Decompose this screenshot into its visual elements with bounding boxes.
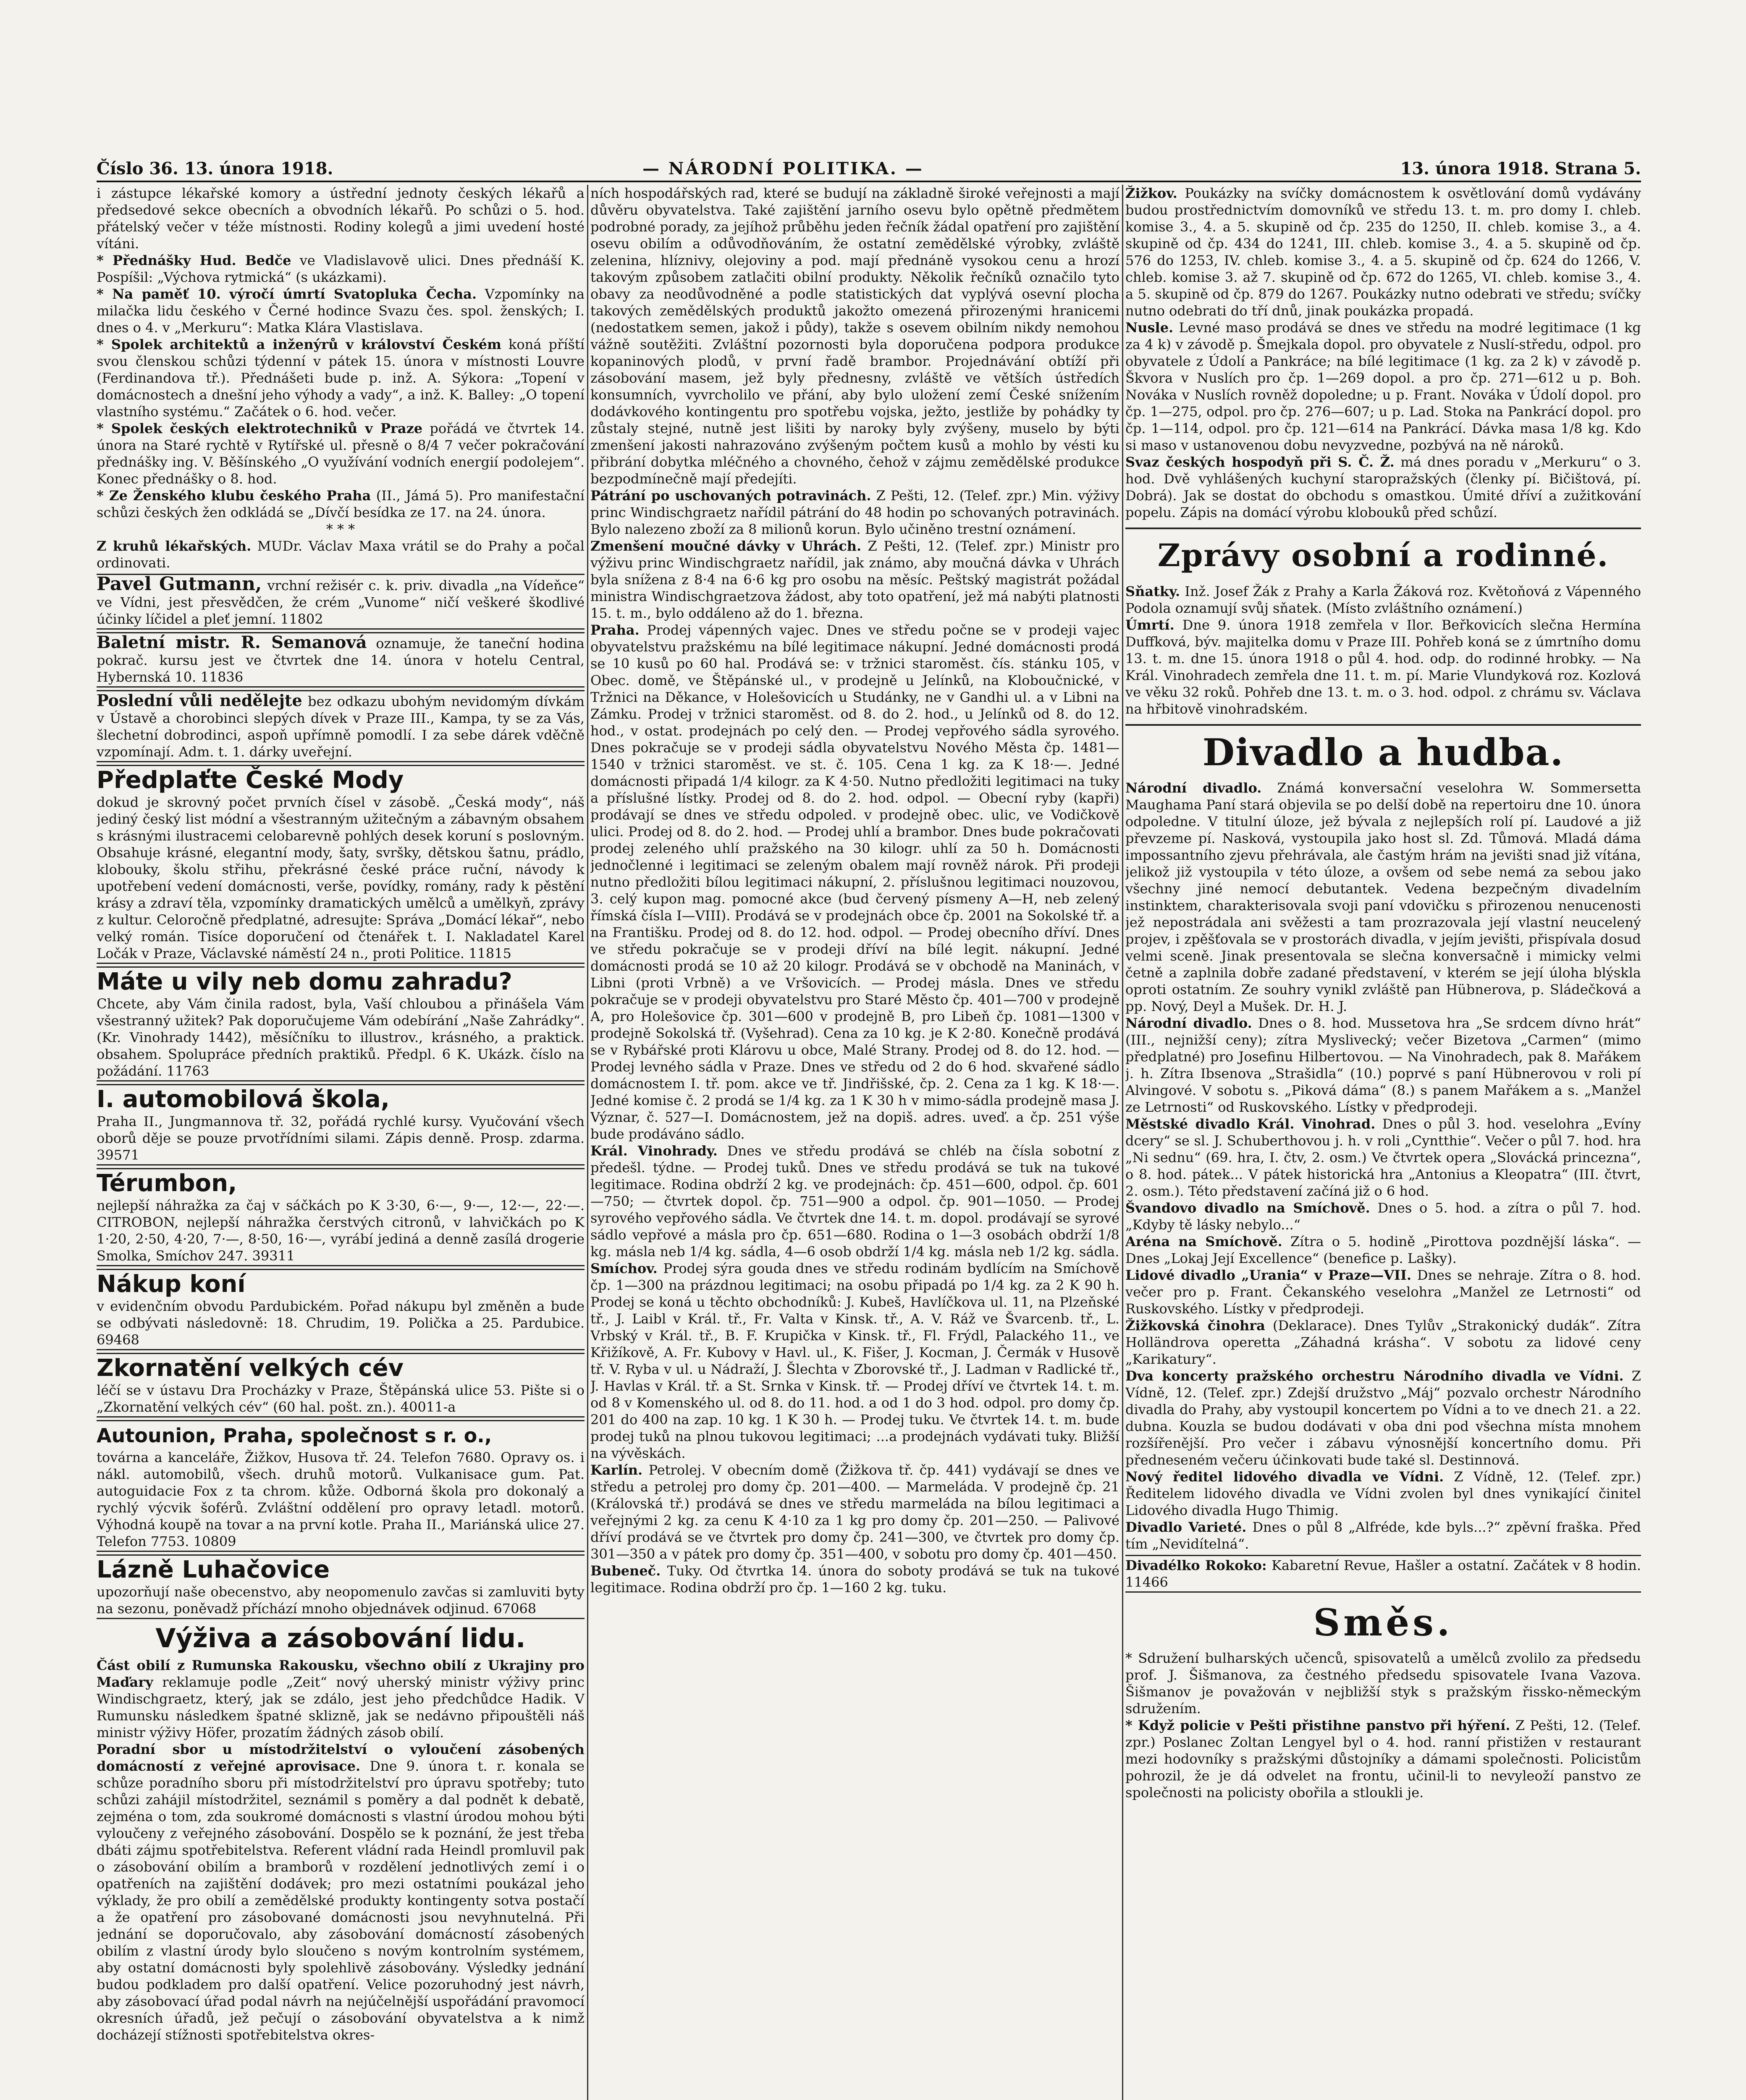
article-vinohrady: Král. Vinohrady. Dnes ve středu prodává se chléb na čísla sobotní z předešl. týdne. — Prodej tuků. Dnes ve středu prodává se tuk na tukové legitimace. Rodina obdrží 2 kg. ve prodejnách: čp. 451—600, odpol. čp. 601—750; — čtvrtek dopol. čp. 751—900 a odpol. čp. 901—1050. — Prodej syrového vepřového sádla. Ve čtvrtek dne 14. t. m. dopol. prodávají se syrové sádlo vepřové a másla pro čp. 651—680. Rodina o 1—3 osobách obdrží 1/8 kg. másla neb 1/4 kg. sádla, 4—6 osob obdrží 1/4 kg. másla neb 1/2 kg. sádla. [590,1143,1119,1260]
ad-gutmann: Pavel Gutmann, vrchní režisér c. k. priv. divadla „na Vídeňce“ ve Vídni, jest přesvědčen, že crém „Vunome“ ničí veškeré škodlivé účinky líčidel a pleť jemní. 11802 [97,574,585,630]
ad-zahrada: Máte u vily neb domu zahradu? Chcete, aby Vám činila radost, byla, Vaší chloubou a přinášela Vám všestranný užitek? Pak doporučujeme Vám odebírání „Naše Zahrádky“. (Kr. Vinohrady 1442), měsíčníku to illustrov., krásného, a praktick. obsahem. Spolupráce předních praktiků. Předpl. 6 K. Ukázk. číslo na požádání. 11763 [97,966,585,1082]
section-heading-osobni: Zprávy osobní a rodinné. [1125,528,1641,579]
article-poradni-sbor: Poradní sbor u místodržitelství o vyloučení zásobených domácností z veřejné aprovisace. Dne 9. února t. r. konala se schůze poradního sboru při místodržitelství pro úpravu spotřeby; tuto schůzi zahájil místodržitel, seznámil s poměry a dal podnět k debatě, zejména o tom, zda soukromé domácnosti s vlastní úrodou mohou býti vyloučeny z veřejného zásobování. Dospělo se k poznání, že jest třeba dbáti zájmu spotřebitelstva. Referent vládní rada Heindl promluvil pak o zásobování obilím a bramborů v rozdělení jednotlivých zemí i o opatřeních na zajištění dodávek; pro mezi ostatními poukázal jeho výklady, že pro obilí a zemědělské produkty kontingenty sotva postačí a že opatření pro zásobované domácnosti jsou nevyhnutelná. Při jednání se doporučovalo, aby zásobování domácností zásobených obilím z vlastní úrody bylo sloučeno s novým kontrolním systémem, aby ostatní domácnosti byly spolehlivě zásobovány. Výsledky jednání budou podkladem pro další opatření. Velice pozoruhodný jest návrh, aby zásobovací úřad podal návrh na nejúčelnější uspořádání pravomocí okresních úřadů, jež pečují o zásobování obyvatelstva a k nimž docházejí stížnosti spotřebitelstva okres- [97,1741,585,2043]
article-smichov: Smíchov. Prodej sýra gouda dnes ve středu rodinám bydlícím na Smíchově čp. 1—300 na prázdnou legitimaci; na osobu připadá po 1/4 kg. za 2 K 90 h. Prodej se koná u těchto obchodníků: J. Kubeš, Havlíčkova ul. 11, na Plzeňské tř., J. Laibl v Král. tř., Fr. Valta v Kinsk. tř., A. V. Ráž ve Švarcenb. tř., L. Vrbský v Král. tř., B. F. Krupička v Kinsk. tř., Fl. Frýdl, Palackého 11., ve Křižíkově, A. Fr. Kubovy v Havl. ul., K. Fišer, J. Kocman, J. Čermák v Husově tř. V. Ryba v ul. u Nádraží, J. Šlechta v Zborovské tř., J. Ladman v Radlické tř., J. Havlas v Král. tř. a St. Srnka v Kinsk. tř. — Prodej dříví ve čtvrtek 14. t. m. od 8 v Komenského ul. od 8. do 11. hod. a od 1 do 3 hod. odpol. pro domy čp. 201 do 400 na zap. 10 kg. 1 K 30 h. — Prodej tuku. Ve čtvrtek 14. t. m. bude prodej tuků na plnou tukovou legitimaci; ...a prodejnách vydávati tuky. Bližší na vývěskách. [590,1260,1119,1461]
column-3 [1125,185,1641,2100]
column-divider [1122,185,1123,2100]
article-svatopluk: * Na paměť 10. výročí úmrtí Svatopluka Čecha. Vzpomínky na milačka lidu českého v Černé hodince Svazu čes. spol. ženských; I. dnes o 4. v „Merkuru“: Matka Klára Vlastislava. [97,286,585,336]
header-rule [97,181,1641,182]
ad-heading: I. automobilová škola, [97,1086,390,1113]
ad-heading: Térumbon, [97,1170,237,1197]
masthead-title: — NÁRODNÍ POLITIKA. — [642,159,924,178]
article-zizkov: Žižkov. Poukázky na svíčky domácnostem k osvětlování domů vydávány budou prostřednictvím domovníků ve středu 13. t. m. pro domy I. chleb. komise 3., 4. a 5. skupině od čp. 235 do 1250, II. chleb. komise 3., a 4. skupině od čp. 434 do 1241, III. chleb. komise 3., 4. a 5. skupině od čp. 576 do 1253, IV. chleb. komise 3., 4. a 5. skupině od čp. 624 do 1266, V. chleb. komise 3. až 7. skupině od čp. 672 do 1265, VI. chleb. komise 3., 4. a 5. skupině od čp. 879 do 1267. Poukázky nutno odebrati ve středu; svíčky nutno odebrati do tří dnů, jinak poukázka propadá. [1125,185,1641,319]
article-urania: Lidové divadlo „Urania“ v Praze—VII. Dnes se nehraje. Zítra o 8. hod. večer pro p. Frant. Čekanského veselohra „Manžel ze Letrnosti“ od Ruskovského. Lístky v předprodeji. [1125,1267,1641,1317]
article-elektro: * Spolek českých elektrotechniků v Praze pořádá ve čtvrtek 14. února na Staré rychtě v Rytířské ul. přesně o 8/4 7 večer pokračování přednášky ing. V. Běšínského „O využívání vodních energií podolejem“. Konec přednášky o 8. hod. [97,420,585,487]
ad-automobilova-skola: I. automobilová škola, Praha II., Jungmannova tř. 32, pořádá rychlé kursy. Vyučování všech oborů děje se pouze prvotřídními silami. Zápis denně. Prosp. zdarma. 39571 [97,1084,585,1166]
article-continuation: ních hospodářských rad, které se budují na základně široké veřejnosti a mají důvěru obyvatelstva. Také zajištění jarního osevu bylo opětně předmětem podrobné porady, za jejíhož průběhu jeden řečník žádal opatření pro zajištění osevu obilím a odůvodňováním, že ostatní zemědělské výrobky, zvláště zelenina, hlíznivy, olejoviny a pod. mají přednáně vysokou cenu a hrozí takovým způsobem zatlačiti obilní produkty. Několik řečníků označilo tyto obavy za neodůvodněné a podle statistických dat vyplývá osevní plocha takových zemědělských produktů jakožto omezená přirozenými hranicemi (nedostatkem semen, jakož i půdy), takže s osevem obilním nikdy nemohou vážně soutěžiti. Zvláštní pozornosti byla doporučena podpora produkce kopaninových plodů, v první řadě brambor. Projednávání obtíží při zásobování masem, jež byly přednesny, zvláště ve větších ústředích konsumních, vyvrcholilo ve přání, aby bylo uložení zemí České snížením dodávkového kontingentu pro spotřebu vojska, ježto, jestliže by pohádky ty zůstaly stejné, nutně jest lišiti by naroky byly zvýšeny, muselo by býti zmenšení jakosti nahrazováno zvýšeným počtem kusů a mohlo by vésti ku přibrání dobytka mléčného a chovného, čehož v zájmu zemědělské produkce bezpodmínečně mají předejíti. [590,185,1119,487]
article-narodni-divadlo: Národní divadlo. Známá konversační veselohra W. Sommersetta Maughama Paní stará objevila se po delší době na repertoiru dne 10. února odpoledne. V titulní úloze, jež bývala z nejlepších rolí pí. Laudové a již převzeme pí. Nasková, vystoupila jako host sl. Zd. Tůmová. Mladá dáma impossantního zjevu přehrávala, ale častým hrám na jevišti snad již vítána, jelikož již vystoupila v této úloze, a ovšem od sebe nemá za sebou jako všechny jiné nemocí debutantek. Vedena bezpečným divadelním instinktem, charakterisovala svoji paní vdovičku s přirozenou nenucenosti jež nepostrádala ani svěžesti a tam prozrazovala její vlastní neucelený projev, i zpěšťovala se v prostorách divadla, v jejím jevišti, přispívala dosud velmi sceně. Jinak presentovala se slečna konversačně i mimicky velmi četně a zaplnila dobře zadané představení, v kterém se její úloha blýskla oproti ostatním. Ze souhry vynikl zvláště pan Hübnerova, p. Sládečková a pp. Nový, Deyl a Mušek. Dr. H. J. [1125,780,1641,1014]
article-variete: Divadlo Varieté. Dnes o půl 8 „Alfréde, kde byls...?“ zpěvní fraška. Před tím „Nevidítelná“. [1125,1519,1641,1552]
ad-heading: Lázně Luhačovice [97,1556,330,1583]
article-arena: Aréna na Smíchově. Zítra o 5. hodině „Pirottova pozdnější láska“. — Dnes „Lokaj Její Excellence“ (benefice p. Lašky). [1125,1234,1641,1266]
article-prednasky: * Přednášky Hud. Bedče ve Vladislavově ulici. Dnes přednáší K. Pospíšil: „Výchova rytmická“ (s ukázkami). [97,252,585,285]
column-divider [587,185,588,2100]
article-bulhari: * Sdružení bulharských učenců, spisovatelů a umělců zvolilo za předsedu prof. J. Šišmanova, za čestného předsedu spisovatele Ivana Vazova. Šišmanov je považován v nejbližší styk s pražským řissko-německým sdružením. [1125,1650,1641,1717]
ad-heading: Máte u vily neb domu zahradu? [97,968,512,995]
section-heading-vyziva: Výživa a zásobování lidu. [155,1623,526,1654]
intro-paragraph: i zástupce lékařské komory a ústřední jednoty českých lékařů a předsedové sekce obecních a obvodních lékařů. Po schůzi o 5. hod. přátelský večer v téže místnosti. Rodiny kolegů a jimi uvedení hosté vítáni. [97,185,585,252]
ad-baletni: Baletní mistr. R. Semanová oznamuje, že taneční hodina pokrač. kursu jest ve čtvrtek dne 14. února v hotelu Central, Hybernská 10. 11836 [97,632,585,688]
article-zizkovska-cinohra: Žižkovská činohra (Deklarace). Dnes Tylův „Strakonický dudák“. Zítra Holländrova operetta „Záhadná krásha“. V sobotu za lidové ceny „Karikatury“. [1125,1318,1641,1367]
ad-ceske-mody: Předplaťte České Mody dokud je skrovný počet prvních čísel v zásobě. „Česká mody“, náš jediný český list módní a všestranným užitečným a zábavným obsahem s krásnými ilustracemi celobarevně pohlých desek koruní s poslovným. Obsahuje krásné, elegantní mody, šaty, svršky, dětskou šatnu, prádlo, klobouky, školu střihu, překrásné české práce ruční, návody k upotřebení vedení domácnosti, verše, povídky, romány, rady k pěstění krásy a zdraví těla, vzpomínky dramatických umělců a umělkyň, zprávy z kultur. Celoročně předplatné, adresujte: Správa „Domácí lékař“, nebo velký román. Tisíce doporučení od čtenářek t. I. Nakladatel Karel Ločák v Praze, Václavské náměstí 24 n., proti Politice. 11815 [97,765,585,964]
section-heading-divadlo: Divadlo a hudba. [1125,724,1641,775]
column-1 [97,185,585,2100]
ad-rokoko: Divadélko Rokoko: Kabaretní Revue, Hašler a ostatní. Začátek v 8 hodin. 11466 [1125,1555,1641,1593]
ad-nedele: Poslední vůli nedělejte bez odkazu ubohým nevidomým dívkám v Ústavě a chorobinci slepých dívek v Praze III., Kampa, ty se za Vás, šlechetní dobrodinci, aspoň upřímně pomodlí. I za sebe dárek vděčně vzpomínají. Adm. t. 1. dárky uveřejní. [97,690,585,762]
article-nusle: Nusle. Levné maso prodává se dnes ve středu na modré legitimace (1 kg za 4 k) v závodě p. Šmejkala dopol. pro obyvatele z Nuslí-středu, odpol. pro obyvatele z Údolí a Pankráce; na bílé legitimace (1 kg. za 2 k) v závodě p. Škvora v Nuslích pro čp. 1—269 dopol. a pro čp. 271—612 u p. Boh. Nováka v Nuslích rovněž dopoledne; u p. Frant. Nováka v Údolí dopol. pro čp. 1—275, odpol. pro čp. 276—607; u p. Lad. Stoka na Pankrácí dopol. pro čp. 1—114, odpol. pro čp. 121—614 na Pankrácí. Dávka masa 1/8 kg. Kdo si maso v ustanovenou dobu nevyzvedne, pozbývá na ně nároků. [1125,320,1641,453]
article-moucne-davky: Zmenšení moučné dávky v Uhrách. Z Pešti, 12. (Telef. zpr.) Ministr pro výživu princ Windischgraetz nařídil, jak známo, aby moučná dávka v Uhrách byla snížena z 8·4 na 6·6 kg pro osobu na měsíc. Peštský magistrát požádal ministra Windischgraetzova žádost, aby toto opatření, jež má nabýti platnosti 15. t. m., bylo oddáleno až do 1. března. [590,538,1119,621]
ad-terumbon: Térumbon, nejlepší náhražka za čaj v sáčkách po K 3·30, 6·—, 9·—, 12·—, 22·—. CITROBON, nejlepší náhražka čerstvých citronů, v lahvičkách po K 1·20, 2·50, 4·20, 7·—, 8·50, 16·—, vyrábí jediná a denně zasílá drogerie Smolka, Smíchov 247. 39311 [97,1168,585,1266]
article-svandovo: Švandovo divadlo na Smíchově. Dnes o 5. hod. a zítra o půl 7. hod. „Kdyby tě lásky nebylo...“ [1125,1200,1641,1233]
article-narodni-divadlo-2: Národní divadlo. Dnes o 8. hod. Mussetova hra „Se srdcem dívno hrát“ (III., nejnižší ceny); zítra Myslivecký; večer Bizetova „Carmen“ (mimo předplatné) pro Josefinu Hilbertovou. — Na Vinohradech, pak 8. Mařákem j. h. Zítra Ibsenova „Strašidla“ (10.) poprvé s paní Hübnerovou v roli pí Alvingové. V sobotu s. „Piková dáma“ (8.) s panem Mařákem a s. „Manžel ze Letrnosti“ od Ruskovského. Lístky v předprodeji. [1125,1015,1641,1115]
article-karlin: Karlín. Petrolej. V obecním domě (Žižkova tř. čp. 441) vydávají se dnes ve středu a petrolej pro domy čp. 201—400. — Marmeláda. V prodejně čp. 21 (Královská tř.) prodává se dnes ve středu marmeláda na bílou legitimaci a veřejnými 2 kg. za cenu K 4·10 za 1 kg pro domy čp. 201—250. — Palivové dříví prodává se ve čtvrtek pro domy čp. 241—300, ve čtvrtek pro domy čp. 301—350 a v pátek pro domy čp. 351—400, v sobotu pro domy čp. 401—450. [590,1462,1119,1562]
ad-heading: Nákup koní [97,1270,246,1298]
column-2 [590,185,1119,2100]
ad-heading: Zkornatění velkých cév [97,1354,404,1382]
separator-dots: * * * [326,521,355,537]
article-patrani: Pátrání po uschovaných potravinách. Z Pešti, 12. (Telef. zpr.) Min. výživy princ Windischgraetz nařídil pátrání do 48 hodin po schovaných potravinách. Bylo nalezeno zboží za 8 milionů korun. Bylo učiněno trestní oznámení. [590,488,1119,537]
date-page-number: 13. února 1918. Strana 5. [1400,159,1641,178]
article-bubenec: Bubeneč. Tuky. Od čtvrtka 14. února do soboty prodává se tuk na tukové legitimace. Rodina obdrží pro čp. 1—160 2 kg. tuku. [590,1563,1119,1596]
ad-nakup-koni: Nákup koní v evidenčním obvodu Pardubickém. Pořad nákupu byl změněn a bude se odbývati následovně: 18. Chrudim, 19. Polička a 25. Pardubice. 69468 [97,1269,585,1350]
issue-number: Číslo 36. 13. února 1918. [97,159,333,178]
article-vinohrady-divadlo: Městské divadlo Král. Vinohrad. Dnes o půl 3. hod. veselohra „Evíny dcery“ se sl. J. Schuberthovou j. h. v roli „Cyntthie“. Večer o půl 7. hod. hra „Ni sednu“ (69. hra, I. čtv, 2. osm.) Ve čtvrtek opera „Slovácká princezna“, o 8. hod. pátek... V pátek historická hra „Antonius a Kleopatra“ (III. čtvrt, 2. osm.). Této představení začíná již o 6 hod. [1125,1116,1641,1199]
article-umrti: Úmrtí. Dne 9. února 1918 zemřela v Ilor. Beřkovicích slečna Hermína Duffková, býv. majitelka domu v Praze III. Pohřeb koná se z úmrtního domu 13. t. m. dne 15. února 1918 o půl 4. hod. odp. do rodinné hrobky. — Na Král. Vinohradech zemřela dne 11. t. m. pí. Marie Vlundyková roz. Kozlová ve věku 32 roků. Pohřeb dne 13. t. m. o 3. hod. odpol. z chrámu sv. Václava na hřbitově vinohradském. [1125,617,1641,717]
ad-heading: Předplaťte České Mody [97,766,404,794]
article-zensky-klub: * Ze Ženského klubu českého Praha (II., Jámá 5). Pro manifestační schůzi českých žen odkládá se „Dívčí besídka ze 17. na 24. února. [97,488,585,520]
article-snatky: Sňatky. Inž. Josef Žák z Prahy a Karla Žáková roz. Květoňová z Vápenného Podola oznamují svůj sňatek. (Místo zvláštního oznámení.) [1125,583,1641,616]
ad-heading: Autounion, Praha, společnost s r. o., [97,1424,492,1447]
article-obili: Část obilí z Rumunska Rakousku, všechno obilí z Ukrajiny pro Maďary reklamuje podle „Zeit“ nový uherský ministr výživy princ Windischgraetz, který, jak se zdálo, jest jeho předchůdce Hadik. V Rumunsku následkem špatné sklizně, jak se nedávno připouštěli náš ministr výživy Höfer, prozatím žádných zásob obilí. [97,1657,585,1740]
ad-autounion: Autounion, Praha, společnost s r. o., továrna a kanceláře, Žižkov, Husova tř. 24. Telefon 7680. Opravy os. i nákl. automobilů, všech. druhů motorů. Vulkanisace gum. Pat. autoguidacie Fox z ta chrom. kůže. Odborná škola pro dokonalý a rychlý výcvik šoférů. Zvláštní oddělení pro opravy letadl. motorů. Výhodná koupě na tovar a na první kotle. Praha II., Mariánská ulice 27. Telefon 7753. 10809 [97,1420,585,1552]
article-architekti: * Spolek architektů a inženýrů v království Českém koná příští svou členskou schůzi týdenní v pátek 15. února v místnosti Louvre (Ferdinandova tř.). Přednášeti bude p. inž. A. Sýkora: „Topení v domácnostech a dnešní jeho výhody a vady“, a inž. K. Balley: „O topení vlastního systému.“ Začátek o 6. hod. večer. [97,336,585,420]
ad-luhacovice: Lázně Luhačovice upozorňují naše obecenstvo, aby neopomenulo zavčas si zamluviti byty na sezonu, poněvadž příchází mnoho objednávek odjinud. 67068 [97,1554,585,1619]
ad-zkornateni: Zkornatění velkých cév léčí se v ústavu Dra Procházky v Praze, Štěpánská ulice 53. Pište si o „Zkornatění velkých cév“ (60 hal. pošt. zn.). 40011-a [97,1353,585,1418]
article-panstvo: * Když policie v Pešti přistihne panstvo při hýření. Z Pešti, 12. (Telef. zpr.) Poslanec Zoltan Lengyel byl o 4. hod. ranní přistižen v restaurant mezi hodovníky s pražskými důstojníky a dámami společnosti. Policistům pohrozil, že je dá odvelet na frontu, učinil-li to nevyleoží panstvo ze společnosti na policisty obořila a stloukli je. [1125,1717,1641,1801]
article-svaz: Svaz českých hospodyň při S. Č. Ž. má dnes poradu v „Merkuru“ o 3. hod. Dvě vyhlášených kuchyní staropražských (členky pí. Bičištová, pí. Dobrá). Jak se dostat do obchodu s omastkou. Úmité dříví a zužitkování popelu. Zápis na domácí výrobu klobouků před schůzí. [1125,454,1641,520]
article-lekari: Z kruhů lékařských. MUDr. Václav Maxa vrátil se do Prahy a počal ordinovati. [97,538,585,571]
article-reditel: Nový ředitel lidového divadla ve Vídni. Z Vídně, 12. (Telef. zpr.) Ředitelem lidového divadla ve Vídni zvolen byl dnes vynikající činitel Lidového divadla Hugo Thimig. [1125,1469,1641,1518]
article-praha: Praha. Prodej vápenných vajec. Dnes ve středu počne se v prodeji vajec obyvatelstvu pražskému na bílé legitimace nákupní. Jedné domácnosti prodá se 10 kusů po 60 hal. Prodává se: v tržnici staroměst. čís. stánku 105, v Obec. domě, ve Štěpánské ul., v prodejně u Jelínků, na Kloboučnické, v Tržnici na Děkance, v Holešovicích u Studánky, ne v Gandhi ul. a v Libni na Zámku. Prodej v tržnici staroměst. od 8. do 2. hod., u Jelínků od 8. do 12. hod., v ostat. prodejnách po celý den. — Prodej vepřového sádla syrového. Dnes pokračuje se v prodeji sádla obyvatelstvu Nového Města čp. 1481—1540 v tržnici staroměst. ve st. č. 105. Cena 1 kg. za K 18·—. Jedné domácnosti připadá 1/4 kilogr. za K 4·50. Nutno předložiti legitimaci na tuky a příslušné lístky. Prodej od 8. do 2. hod. odpol. — Obecní ryby (kapři) prodávají se dnes ve středu odpoled. v prodejně obec. ulic, ve Vodičkově ulici. Prodej od 8. do 2. hod. — Prodej uhlí a brambor. Dnes bude pokračovati prodej zeleného uhlí pražského na 30 kilogr. uhlí za 50 h. Domácnosti jednočlenné i legitimaci se zeleným obalem mají rovněž nárok. Při prodeji nutno předložiti bílou legitimaci nákupní, 2. příslušnou legitimaci nouzovou, 3. celý kupon mag. pomocné akce (bud červený písmeny A—H, neb zelený římská čísla I—VIII). Prodává se v prodejnách obce čp. 2001 na Sokolské tř. a na Františku. Prodej od 8. do 12. hod. odpol. — Prodej obecního dříví. Dnes ve středu pokračuje se v prodeji dříví na bílé legit. nákupní. Jedné domácnosti prodá se 10 až 20 kilogr. Prodává se v obchodě na Maninách, v Libni (proti Vrbně) a ve Vršovicích. — Prodej másla. Dnes ve středu pokračuje se v prodeji obyvatelstvu pro Staré Město čp. 401—700 v prodejně A, pro Holešovice čp. 301—600 v prodejně B, pro Libeň čp. 1081—1300 v prodejně Sokolská tř. (Vyšehrad). Cena za 10 kg. je K 2·80. Konečně prodává se v Rybářské proti Klárovu u obce, Malé Strany. Prodej od 8. do 12. hod. — Prodej levného sádla v Praze. Dnes ve středu od 2 do 6 hod. skvařené sádlo domácnostem I. tř. pom. akce ve tř. Jindřišské, čp. 2. Cena za 1 kg. K 18·—. Jedné komise č. 2 prodá se 1/4 kg. za 1 K 30 h v mimo-sádla prodejně masa J. Význar, č. 527—I. Domácnostem, jež na dopiš. adres. uveď. a čp. 251 výše bude prodáváno sádlo. [590,622,1119,1142]
section-heading-smes: Směs. [1313,1601,1453,1644]
article-koncerty: Dva koncerty pražského orchestru Národního divadla ve Vídni. Z Vídně, 12. (Telef. zpr.) Zdejší družstvo „Máj“ pozvalo orchestr Národního divadla do Prahy, aby vystoupil koncertem po Vídni a to ve dnech 21. a 22. dubna. Kouzla se budou dodávati v oba dni pod všechna místa mnohem rozšířenější. Pro večer i zábavu výnosnější koncertního domu. Při předneseném večeru účinkovati bude také sl. Destinnová. [1125,1368,1641,1468]
